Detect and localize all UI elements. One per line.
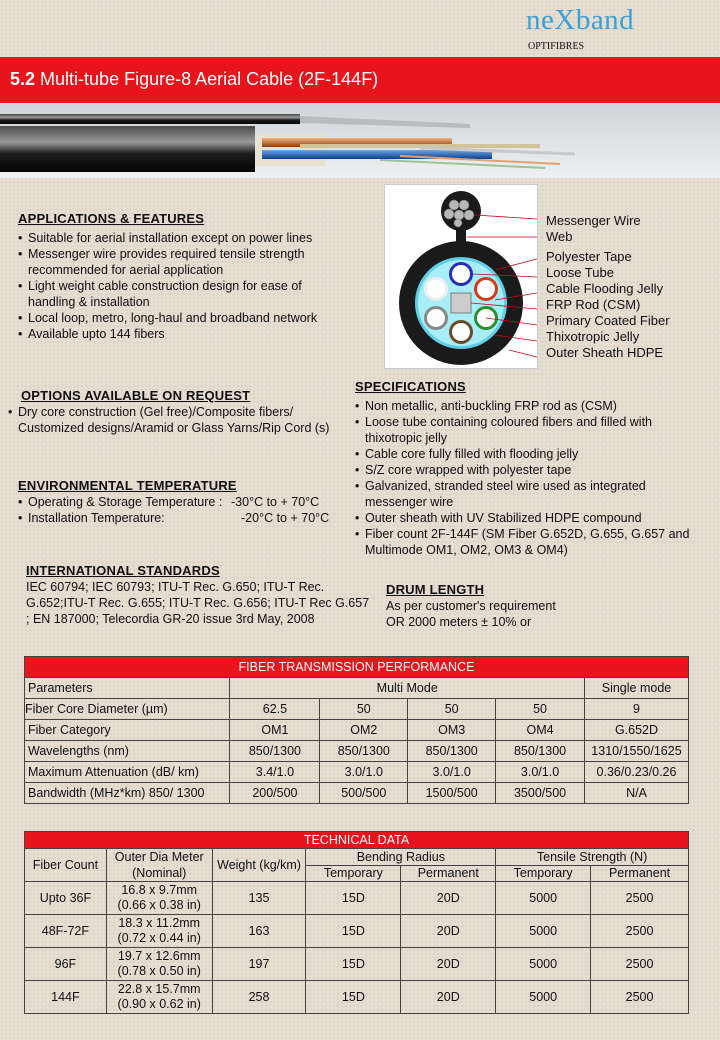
table-cell: OM3 — [408, 720, 496, 741]
table-row — [25, 948, 689, 981]
table-cell: 135 — [212, 882, 306, 915]
table-cell: 20D — [401, 981, 496, 1014]
list-item: • Loose tube containing coloured fibers and filled with thixotropic jelly — [355, 414, 710, 446]
table-cell: 200/500 — [230, 783, 320, 804]
table-cell: 0.36/0.23/0.26 — [584, 762, 688, 783]
table-row — [25, 699, 689, 720]
column-header: Temporary — [496, 865, 591, 882]
dia-in: (0.90 x 0.62 in) — [117, 997, 201, 1011]
column-header: Parameters — [25, 678, 230, 699]
table-cell — [106, 882, 212, 915]
table-cell: 2500 — [591, 981, 689, 1014]
table-cell: 3500/500 — [496, 783, 585, 804]
table-cell: 2500 — [591, 915, 689, 948]
list-item: • Suitable for aerial installation except on power lines — [18, 230, 338, 246]
applications-heading: APPLICATIONS & FEATURES — [18, 211, 205, 226]
list-item: • Outer sheath with UV Stabilized HDPE compound — [355, 510, 710, 526]
table-cell — [106, 948, 212, 981]
column-header: Permanent — [591, 865, 689, 882]
cable-photo — [0, 104, 720, 178]
list-item: • Dry core construction (Gel free)/Composite fibers/ Customized designs/Aramid or Glass Yarns/Rip Cord (s) — [8, 404, 354, 436]
list-item — [18, 494, 348, 510]
dia-in: (0.66 x 0.38 in) — [117, 898, 201, 912]
table-row — [25, 915, 689, 948]
env-label: Installation Temperature: — [28, 511, 165, 525]
outer-dia-header: Outer Dia Meter — [114, 850, 204, 864]
list-item: • Available upto 144 fibers — [18, 326, 338, 342]
table-cell: 2500 — [591, 948, 689, 981]
table-cell — [106, 915, 212, 948]
options-list — [8, 404, 354, 436]
label-web: Web — [546, 229, 573, 244]
table-title: TECHNICAL DATA — [25, 832, 689, 849]
standards-text: IEC 60794; IEC 60793; ITU-T Rec. G.650; ITU-T Rec. G.652;ITU-T Rec. G.655; ITU-T Rec. G.656; ITU-T Rec G.657 ; EN 187000; Telecordia GR-20 issue 3rd May, 2008 — [26, 580, 370, 626]
table-cell: 850/1300 — [230, 741, 320, 762]
table-cell: 5000 — [496, 948, 591, 981]
dia-in: (0.72 x 0.44 in) — [117, 931, 201, 945]
table-cell: G.652D — [584, 720, 688, 741]
row-label: Maximum Attenuation (dB/ km) — [25, 762, 230, 783]
list-item — [18, 510, 348, 526]
drum-line-1: As per customer's requirement — [386, 599, 556, 613]
table-title: FIBER TRANSMISSION PERFORMANCE — [25, 657, 689, 678]
specifications-list — [355, 398, 710, 558]
list-item: • Local loop, metro, long-haul and broadband network — [18, 310, 338, 326]
table-cell: OM4 — [496, 720, 585, 741]
label-flooding-jelly: Cable Flooding Jelly — [546, 281, 664, 296]
table-cell: 50 — [408, 699, 496, 720]
table-cell: 96F — [25, 948, 107, 981]
standards-heading: INTERNATIONAL STANDARDS — [26, 563, 220, 578]
options-heading: OPTIONS AVAILABLE ON REQUEST — [21, 388, 251, 403]
technical-data-table — [24, 831, 689, 1014]
column-header: Single mode — [584, 678, 688, 699]
brand-logo: neXband — [526, 4, 635, 36]
specifications-heading: SPECIFICATIONS — [355, 379, 466, 394]
fiber-transmission-table — [24, 656, 689, 804]
column-header — [106, 849, 212, 882]
page-title — [10, 69, 378, 90]
drum-heading: DRUM LENGTH — [386, 582, 485, 597]
column-header: Bending Radius — [306, 849, 496, 866]
table-cell: OM1 — [230, 720, 320, 741]
table-cell: 50 — [320, 699, 408, 720]
table-cell: 850/1300 — [408, 741, 496, 762]
column-header: Weight (kg/km) — [212, 849, 306, 882]
brand-subtitle: OPTIFIBRES — [528, 41, 585, 52]
table-header-row — [25, 849, 689, 866]
column-header: Tensile Strength (N) — [496, 849, 689, 866]
list-item: • Cable core fully filled with flooding jelly — [355, 446, 710, 462]
table-row — [25, 981, 689, 1014]
table-cell: 197 — [212, 948, 306, 981]
table-row — [25, 720, 689, 741]
column-header: Multi Mode — [230, 678, 585, 699]
table-cell: 15D — [306, 882, 401, 915]
applications-list — [18, 230, 338, 342]
list-item: • S/Z core wrapped with polyester tape — [355, 462, 710, 478]
label-frp-rod: FRP Rod (CSM) — [546, 297, 641, 312]
table-cell: 62.5 — [230, 699, 320, 720]
list-item: • Light weight cable construction design for ease of handling & installation — [18, 278, 338, 310]
row-label: Fiber Core Diameter (µm) — [25, 699, 230, 720]
table-cell: 20D — [401, 915, 496, 948]
table-row — [25, 741, 689, 762]
cable-cross-section-diagram — [384, 184, 538, 369]
list-item: • Galvanized, stranded steel wire used as integrated messenger wire — [355, 478, 710, 510]
label-outer-sheath: Outer Sheath HDPE — [546, 345, 664, 360]
table-cell: N/A — [584, 783, 688, 804]
environment-heading: ENVIRONMENTAL TEMPERATURE — [18, 478, 237, 493]
table-cell: 15D — [306, 915, 401, 948]
table-row — [25, 783, 689, 804]
table-cell: 5000 — [496, 981, 591, 1014]
table-cell: 3.0/1.0 — [496, 762, 585, 783]
row-label: Fiber Category — [25, 720, 230, 741]
table-cell: 2500 — [591, 882, 689, 915]
dia-mm: 19.7 x 12.6mm — [117, 949, 201, 963]
table-cell: 20D — [401, 948, 496, 981]
label-loose-tube: Loose Tube — [546, 265, 614, 280]
label-primary-fiber: Primary Coated Fiber — [546, 313, 670, 328]
table-cell: 20D — [401, 882, 496, 915]
env-value: -20°C to + 70°C — [241, 511, 330, 525]
dia-mm: 18.3 x 11.2mm — [118, 916, 201, 930]
table-header-row — [25, 678, 689, 699]
title-bar — [0, 57, 720, 103]
table-row — [25, 762, 689, 783]
table-cell: 5000 — [496, 882, 591, 915]
column-header: Permanent — [401, 865, 496, 882]
list-item: • Fiber count 2F-144F (SM Fiber G.652D, G.655, G.657 and Multimode OM1, OM2, OM3 & OM4) — [355, 526, 710, 558]
table-cell: 850/1300 — [320, 741, 408, 762]
dia-mm: 16.8 x 9.7mm — [121, 883, 198, 897]
table-cell: 9 — [584, 699, 688, 720]
table-cell: 15D — [306, 948, 401, 981]
list-item: • Messenger wire provides required tensile strength recommended for aerial application — [18, 246, 338, 278]
row-label: Wavelengths (nm) — [25, 741, 230, 762]
table-cell: OM2 — [320, 720, 408, 741]
column-header: Fiber Count — [25, 849, 107, 882]
title-text: Multi-tube Figure-8 Aerial Cable (2F-144F) — [40, 69, 379, 89]
table-cell: 48F-72F — [25, 915, 107, 948]
diagram-legend — [546, 213, 670, 361]
table-cell: 5000 — [496, 915, 591, 948]
table-cell: 163 — [212, 915, 306, 948]
column-header: Temporary — [306, 865, 401, 882]
table-cell: 500/500 — [320, 783, 408, 804]
table-cell: 258 — [212, 981, 306, 1014]
dia-mm: 22.8 x 15.7mm — [117, 982, 201, 996]
outer-dia-subheader: (Nominal) — [132, 866, 187, 880]
env-value: -30°C to + 70°C — [231, 495, 320, 509]
table-cell: 1500/500 — [408, 783, 496, 804]
drum-line-2: OR 2000 meters ± 10% or — [386, 615, 532, 629]
list-item: • Non metallic, anti-buckling FRP rod as (CSM) — [355, 398, 710, 414]
label-thixotropic-jelly: Thixotropic Jelly — [546, 329, 640, 344]
table-cell: 144F — [25, 981, 107, 1014]
table-cell: 3.0/1.0 — [408, 762, 496, 783]
table-cell: 3.4/1.0 — [230, 762, 320, 783]
table-cell: 3.0/1.0 — [320, 762, 408, 783]
table-row — [25, 882, 689, 915]
table-cell — [106, 981, 212, 1014]
env-label: Operating & Storage Temperature : — [28, 495, 223, 509]
dia-in: (0.78 x 0.50 in) — [117, 964, 201, 978]
label-messenger-wire: Messenger Wire — [546, 213, 641, 228]
label-polyester-tape: Polyester Tape — [546, 249, 632, 264]
table-cell: Upto 36F — [25, 882, 107, 915]
table-cell: 850/1300 — [496, 741, 585, 762]
environment-list — [18, 494, 348, 526]
row-label: Bandwidth (MHz*km) 850/ 1300 — [25, 783, 230, 804]
table-cell: 15D — [306, 981, 401, 1014]
table-cell: 50 — [496, 699, 585, 720]
section-number: 5.2 — [10, 69, 36, 89]
table-cell: 1310/1550/1625 — [584, 741, 688, 762]
